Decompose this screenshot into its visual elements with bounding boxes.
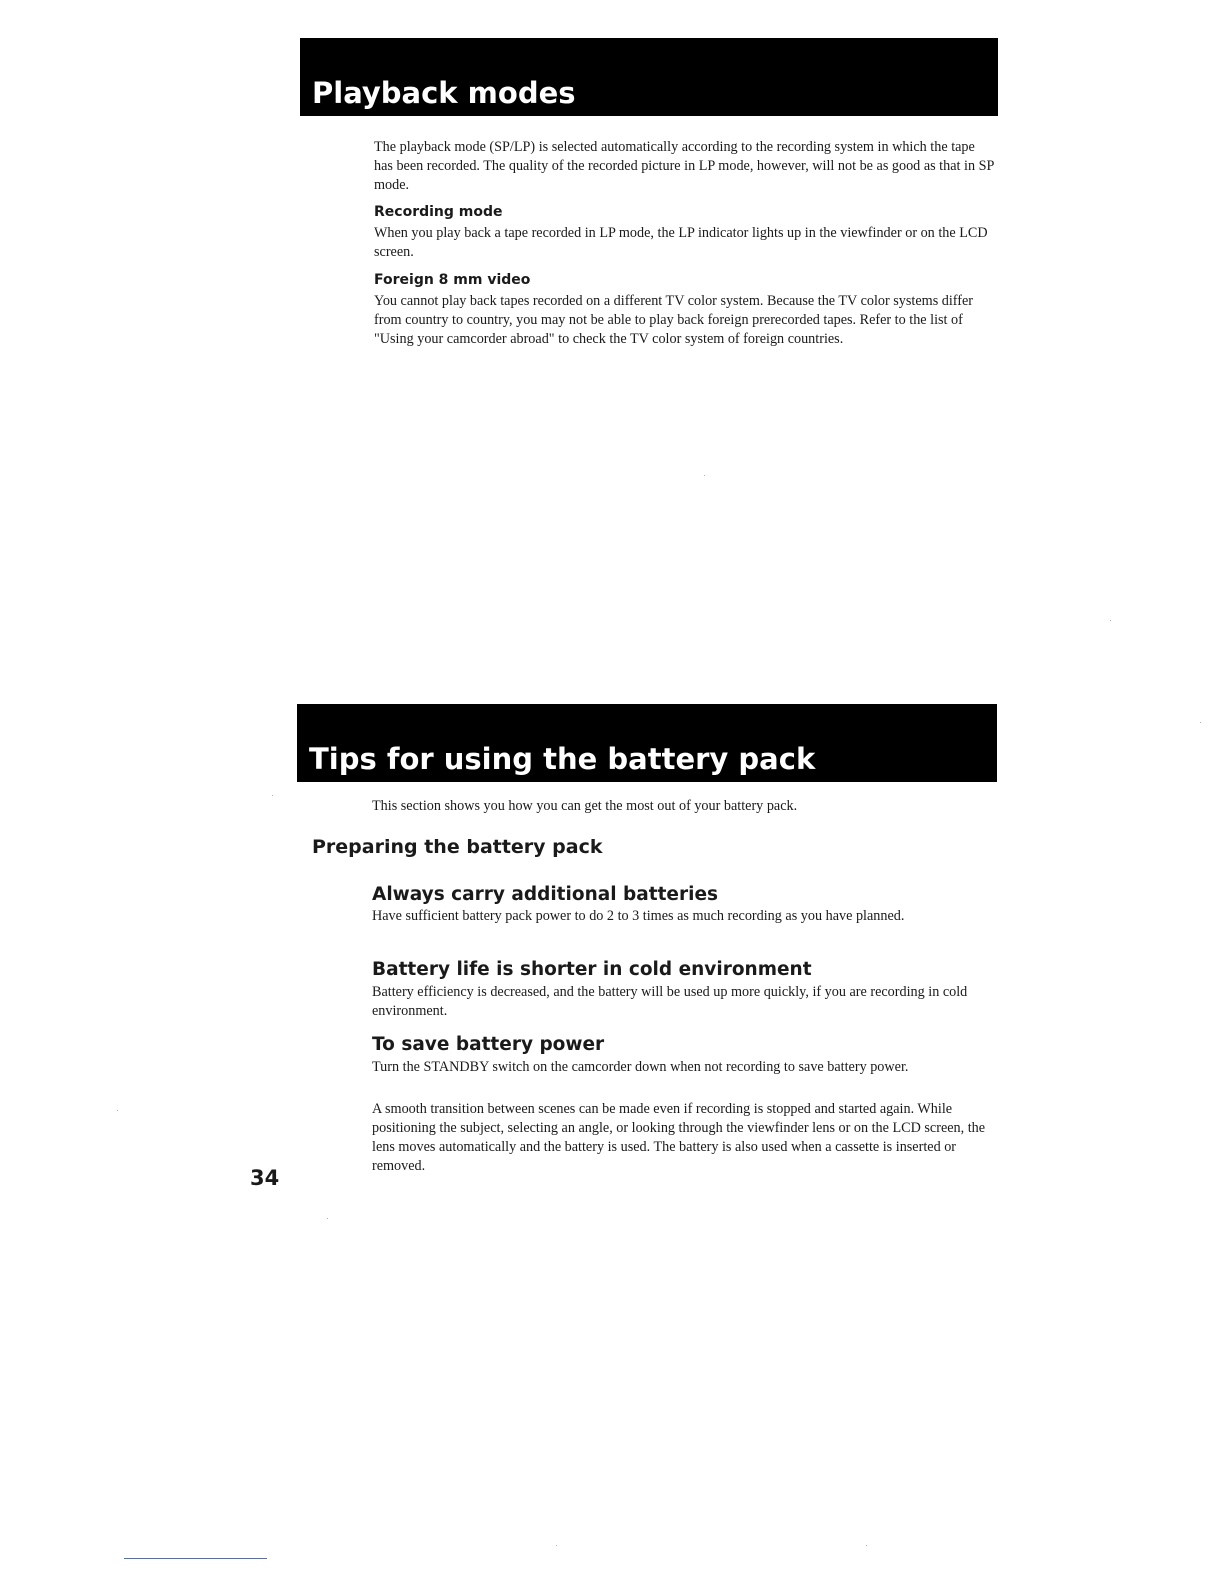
scan-dot bbox=[327, 1218, 328, 1219]
scan-dot bbox=[117, 1110, 118, 1111]
tip-text-save-power: Turn the STANDBY switch on the camcorder down when not recording to save battery power. bbox=[372, 1059, 909, 1075]
scan-dot bbox=[272, 795, 273, 796]
recording-mode-text: When you play back a tape recorded in LP mode, the LP indicator lights up in the viewfinder or on the LCD screen. bbox=[374, 225, 988, 260]
tip-text-save-power-detail: A smooth transition between scenes can be made even if recording is stopped and started again. While positioning the subject, selecting an angle, or looking through the viewfinder lens or on the LCD screen, the lens moves automatically and the battery is used. The battery is also used when a cassette is inserted or removed. bbox=[372, 1101, 986, 1174]
scan-dot bbox=[1200, 722, 1201, 723]
playback-modes-heading: Playback modes bbox=[312, 76, 576, 110]
footer-rule bbox=[124, 1558, 267, 1559]
scan-dot bbox=[704, 475, 705, 476]
scan-dot bbox=[556, 1545, 557, 1546]
battery-intro: This section shows you how you can get the most out of your battery pack. bbox=[372, 798, 798, 814]
battery-tips-banner bbox=[297, 704, 997, 782]
tip-title-additional-batteries: Always carry additional batteries bbox=[372, 884, 718, 905]
preparing-battery-title: Preparing the battery pack bbox=[312, 836, 603, 858]
foreign-video-text: You cannot play back tapes recorded on a different TV color system. Because the TV color systems differ from country to country, you may not be able to play back foreign prerecorded tapes. Refer to the list of "Using your camcorder abroad" to check the TV color system of foreign countries. bbox=[374, 293, 974, 347]
playback-intro: The playback mode (SP/LP) is selected automatically according to the recording system in which the tape has been recorded. The quality of the recorded picture in LP mode, however, will not be as good as that in SP mode. bbox=[374, 139, 994, 193]
tip-title-save-power: To save battery power bbox=[372, 1034, 605, 1055]
recording-mode-title: Recording mode bbox=[374, 204, 503, 220]
tip-title-cold-environment: Battery life is shorter in cold environment bbox=[372, 959, 812, 980]
scan-dot bbox=[866, 1545, 867, 1546]
tip-text-cold-environment: Battery efficiency is decreased, and the battery will be used up more quickly, if you are recording in cold environment. bbox=[372, 984, 968, 1019]
foreign-video-title: Foreign 8 mm video bbox=[374, 272, 531, 288]
scan-dot bbox=[1110, 620, 1111, 621]
playback-modes-banner bbox=[300, 38, 998, 116]
battery-tips-heading: Tips for using the battery pack bbox=[309, 742, 816, 776]
tip-text-additional-batteries: Have sufficient battery pack power to do 2 to 3 times as much recording as you have planned. bbox=[372, 908, 905, 924]
page-number: 34 bbox=[250, 1166, 280, 1190]
